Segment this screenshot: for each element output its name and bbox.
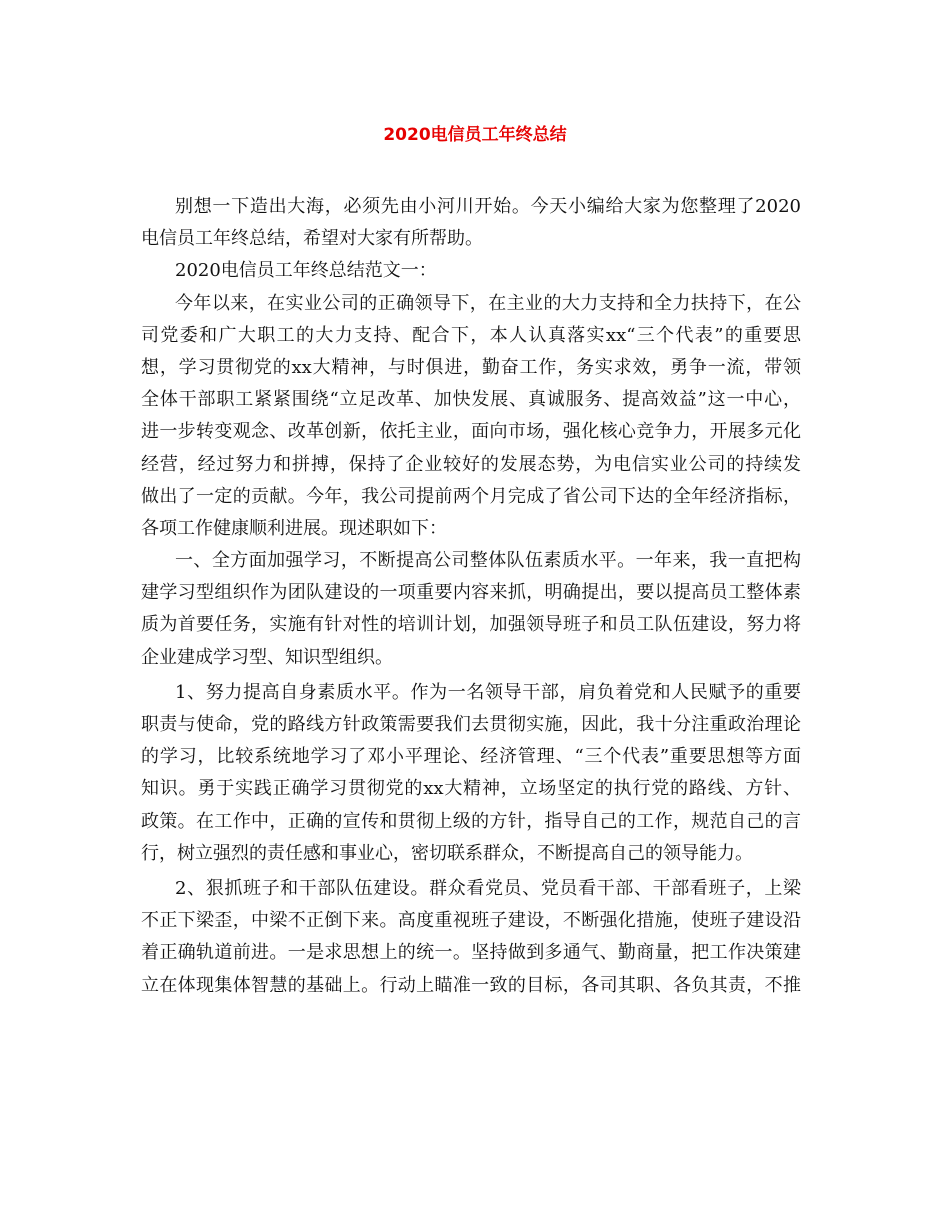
body-line: 质为首要任务，实施有针对性的培训计划，加强领导班子和员工队伍建设，努力将 bbox=[141, 614, 801, 636]
body-line: 2、狠抓班子和干部队伍建设。群众看党员、党员看干部、干部看班子，上梁 bbox=[175, 877, 801, 899]
body-line: 不正下梁歪，中梁不正倒下来。高度重视班子建设，不断强化措施，使班子建设沿 bbox=[141, 910, 801, 932]
body-line: 政策。在工作中，正确的宣传和贯彻上级的方针，指导自己的工作，规范自己的言 bbox=[141, 810, 801, 832]
body-line: 全体干部职工紧紧围绕“立足改革、加快发展、真诚服务、提高效益”这一中心， bbox=[141, 389, 801, 411]
body-line: 进一步转变观念、改革创新，依托主业，面向市场，强化核心竞争力，开展多元化 bbox=[141, 421, 801, 443]
document-title: 2020电信员工年终总结 bbox=[383, 125, 567, 145]
body-line: 经营，经过努力和拼搏，保持了企业较好的发展态势，为电信实业公司的持续发 bbox=[141, 453, 801, 475]
body-line: 2020电信员工年终总结范文一： bbox=[175, 260, 437, 282]
body-line: 着正确轨道前进。一是求思想上的统一。坚持做到多通气、勤商量，把工作决策建 bbox=[141, 942, 801, 964]
body-line: 职责与使命，党的路线方针政策需要我们去贯彻实施，因此，我十分注重政治理论 bbox=[141, 714, 801, 735]
body-line: 别想一下造出大海，必须先由小河川开始。今天小编给大家为您整理了2020 bbox=[175, 196, 801, 217]
body-line: 想，学习贯彻党的xx大精神，与时俱进，勤奋工作，务实求效，勇争一流，带领 bbox=[141, 356, 801, 378]
body-line: 知识。勇于实践正确学习贯彻党的xx大精神，立场坚定的执行党的路线、方针、 bbox=[141, 778, 801, 800]
body-line: 电信员工年终总结，希望对大家有所帮助。 bbox=[141, 228, 483, 250]
body-line: 建学习型组织作为团队建设的一项重要内容来抓，明确提出，要以提高员工整体素 bbox=[141, 582, 801, 604]
body-line: 的学习，比较系统地学习了邓小平理论、经济管理、“三个代表”重要思想等方面 bbox=[141, 746, 801, 768]
body-line: 一、全方面加强学习，不断提高公司整体队伍素质水平。一年来，我一直把构 bbox=[175, 550, 801, 572]
body-line: 立在体现集体智慧的基础上。行动上瞄准一致的目标，各司其职、各负其责，不推 bbox=[141, 974, 801, 996]
body-line: 行，树立强烈的责任感和事业心，密切联系群众，不断提高自己的领导能力。 bbox=[141, 842, 753, 864]
body-line: 企业建成学习型、知识型组织。 bbox=[141, 646, 393, 668]
body-line: 1、努力提高自身素质水平。作为一名领导干部，肩负着党和人民赋予的重要 bbox=[175, 681, 801, 703]
body-line: 做出了一定的贡献。今年，我公司提前两个月完成了省公司下达的全年经济指标， bbox=[141, 485, 801, 507]
body-line: 各项工作健康顺利进展。现述职如下： bbox=[141, 517, 447, 539]
body-line: 司党委和广大职工的大力支持、配合下，本人认真落实xx“三个代表”的重要思 bbox=[141, 324, 801, 346]
document-body bbox=[141, 191, 801, 1002]
body-line: 今年以来，在实业公司的正确领导下，在主业的大力支持和全力扶持下，在公 bbox=[175, 292, 801, 314]
